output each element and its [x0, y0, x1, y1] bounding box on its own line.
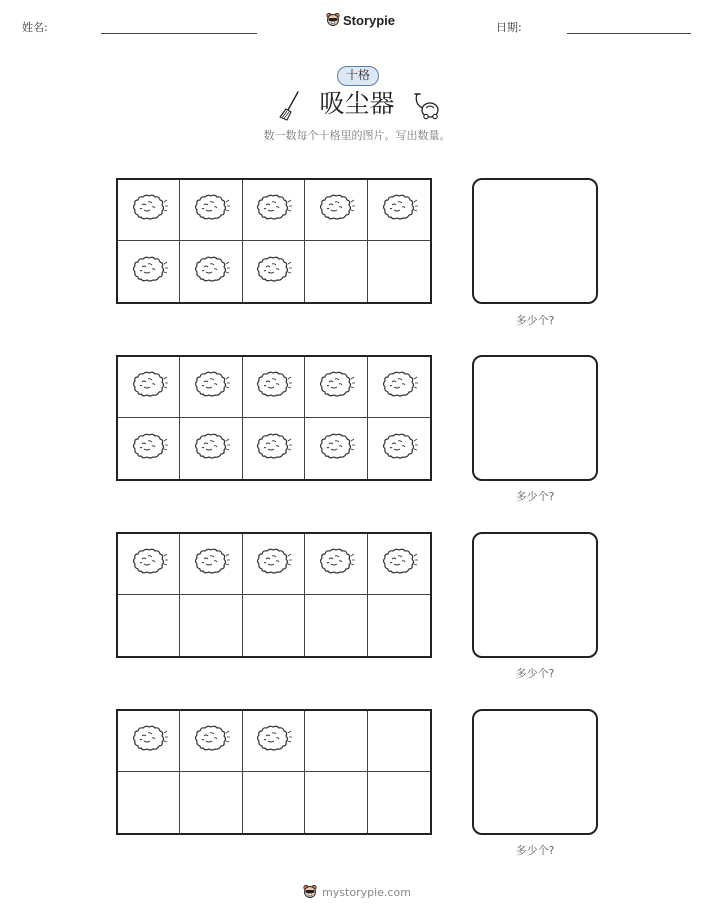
how-many-label: 多少个? — [515, 490, 555, 503]
ten-frame-cell — [243, 357, 305, 418]
brand-name: Storypie — [343, 12, 396, 28]
how-many-label: 多少个? — [515, 667, 555, 680]
ten-frame-cell — [243, 180, 305, 241]
ten-frame-cell — [180, 711, 242, 772]
ten-frame-cell — [368, 534, 430, 595]
answer-box[interactable] — [472, 355, 598, 481]
dust-ball-icon — [254, 547, 292, 581]
ten-frame-cell — [180, 180, 242, 241]
how-many-label: 多少个? — [515, 314, 555, 327]
dust-ball-icon — [192, 432, 230, 466]
page-title: 吸尘器 — [319, 89, 395, 118]
dust-ball-icon — [380, 432, 418, 466]
ten-frame-cell — [243, 711, 305, 772]
ten-frame-cell — [118, 180, 180, 241]
dust-ball-icon — [254, 724, 292, 758]
ten-frame-cell — [368, 418, 430, 479]
ten-frame-cell — [118, 418, 180, 479]
dust-ball-icon — [130, 370, 168, 404]
dust-ball-icon — [192, 255, 230, 289]
ten-frame-cell — [305, 180, 367, 241]
ten-frame-cell — [305, 418, 367, 479]
ten-frame-cell — [118, 772, 180, 833]
how-many-label: 多少个? — [515, 844, 555, 857]
ten-frame-cell — [305, 534, 367, 595]
ten-frame-cell — [243, 418, 305, 479]
name-line[interactable] — [101, 33, 257, 34]
ten-frame — [116, 178, 432, 304]
dust-ball-icon — [130, 432, 168, 466]
dust-ball-icon — [317, 432, 355, 466]
ten-frame-cell — [305, 772, 367, 833]
dust-ball-icon — [317, 193, 355, 227]
dust-ball-icon — [380, 370, 418, 404]
dust-ball-icon — [317, 370, 355, 404]
ten-frame-cell — [368, 772, 430, 833]
ten-frame-cell — [118, 534, 180, 595]
ten-frame-cell — [118, 241, 180, 302]
instructions: 数一数每个十格里的图片。写出数量。 — [263, 129, 451, 142]
ten-frame-cell — [305, 241, 367, 302]
dust-ball-icon — [192, 193, 230, 227]
ten-frame-cell — [118, 711, 180, 772]
ten-frame-cell — [180, 357, 242, 418]
ten-frame-cell — [118, 595, 180, 656]
ten-frame-cell — [368, 711, 430, 772]
ten-frame-cell — [180, 595, 242, 656]
ten-frame-cell — [180, 241, 242, 302]
bear-logo-icon — [303, 884, 317, 900]
dust-ball-icon — [254, 432, 292, 466]
ten-frame-cell — [368, 595, 430, 656]
footer — [0, 884, 714, 900]
dust-ball-icon — [130, 193, 168, 227]
ten-frame-cell — [243, 534, 305, 595]
dust-ball-icon — [380, 193, 418, 227]
ten-frame — [116, 532, 432, 658]
ten-frame-cell — [368, 357, 430, 418]
bear-logo-icon — [326, 12, 340, 28]
ten-frame — [116, 355, 432, 481]
answer-box[interactable] — [472, 532, 598, 658]
storypie-logo — [326, 12, 395, 28]
ten-frame — [116, 709, 432, 835]
date-line[interactable] — [567, 33, 691, 34]
dust-ball-icon — [254, 255, 292, 289]
date-label: 日期: — [496, 21, 522, 34]
answer-box[interactable] — [472, 178, 598, 304]
dust-ball-icon — [317, 547, 355, 581]
ten-frame-cell — [243, 772, 305, 833]
dust-ball-icon — [254, 193, 292, 227]
ten-frame-cell — [180, 418, 242, 479]
footer-url: mystorypie.com — [322, 885, 411, 899]
ten-frame-cell — [243, 595, 305, 656]
dust-ball-icon — [130, 547, 168, 581]
ten-frame-cell — [368, 241, 430, 302]
ten-frame-cell — [305, 595, 367, 656]
answer-box[interactable] — [472, 709, 598, 835]
ten-frame-cell — [180, 534, 242, 595]
vacuum-cleaner-icon — [413, 92, 441, 120]
name-label: 姓名: — [22, 21, 48, 34]
dust-ball-icon — [380, 547, 418, 581]
ten-frame-cell — [368, 180, 430, 241]
ten-frame-cell — [305, 357, 367, 418]
ten-frame-cell — [180, 772, 242, 833]
dust-ball-icon — [192, 370, 230, 404]
dust-ball-icon — [254, 370, 292, 404]
dust-ball-icon — [192, 724, 230, 758]
ten-frame-cell — [305, 711, 367, 772]
dust-ball-icon — [130, 724, 168, 758]
dust-ball-icon — [192, 547, 230, 581]
dust-ball-icon — [130, 255, 168, 289]
ten-frame-cell — [118, 357, 180, 418]
topic-badge: 十格 — [337, 66, 379, 86]
ten-frame-cell — [243, 241, 305, 302]
